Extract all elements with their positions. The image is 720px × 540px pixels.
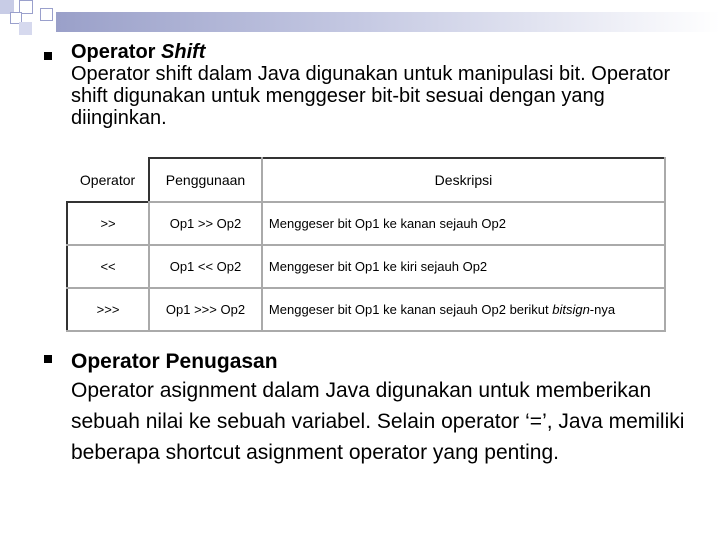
cell-operator: << [67,245,149,288]
table-row [67,202,665,245]
cell-operator: >>> [67,288,149,331]
operator-table [66,157,666,332]
bullet-square-icon [44,52,52,60]
section-title: Operator Penugasan [71,350,278,373]
header-penggunaan: Penggunaan [149,158,262,202]
cell-description [262,288,665,331]
title-bar-gradient [56,12,720,32]
title-italic-text: Shift [161,41,206,63]
section-operator-shift [71,41,691,129]
cell-usage: Op1 >>> Op2 [149,288,262,331]
section-title [71,41,691,63]
section-operator-penugasan [71,349,691,468]
table-header-row [67,158,665,202]
description-suffix: -nya [589,302,616,317]
description-text: Menggeser bit Op1 ke kanan sejauh Op2 berikut [268,302,553,317]
cell-description: Menggeser bit Op1 ke kanan sejauh Op2 [262,202,665,245]
table-row [67,245,665,288]
section-body: Operator shift dalam Java digunakan untuk manipulasi bit. Operator shift digunakan untuk menggeser bit-bit sesuai dengan yang diinginkan. [71,63,671,129]
header-operator: Operator [79,171,136,188]
cell-usage: Op1 << Op2 [149,245,262,288]
deco-square [40,8,53,21]
cell-usage: Op1 >> Op2 [149,202,262,245]
header-deskripsi: Deskripsi [262,158,665,202]
description-italic-text: bitsign [552,302,590,317]
deco-square [19,22,32,35]
corner-decoration [0,0,60,40]
title-text: Operator [71,41,162,63]
cell-description: Menggeser bit Op1 ke kiri sejauh Op2 [262,245,665,288]
cell-operator: >> [67,202,149,245]
table-row [67,288,665,331]
bullet-square-icon [44,355,52,363]
section-body: Operator asignment dalam Java digunakan untuk memberikan sebuah nilai ke sebuah variabel. Selain operator ‘=’, Java memiliki beberapa shortcut asignment operator yang penting. [71,379,685,464]
